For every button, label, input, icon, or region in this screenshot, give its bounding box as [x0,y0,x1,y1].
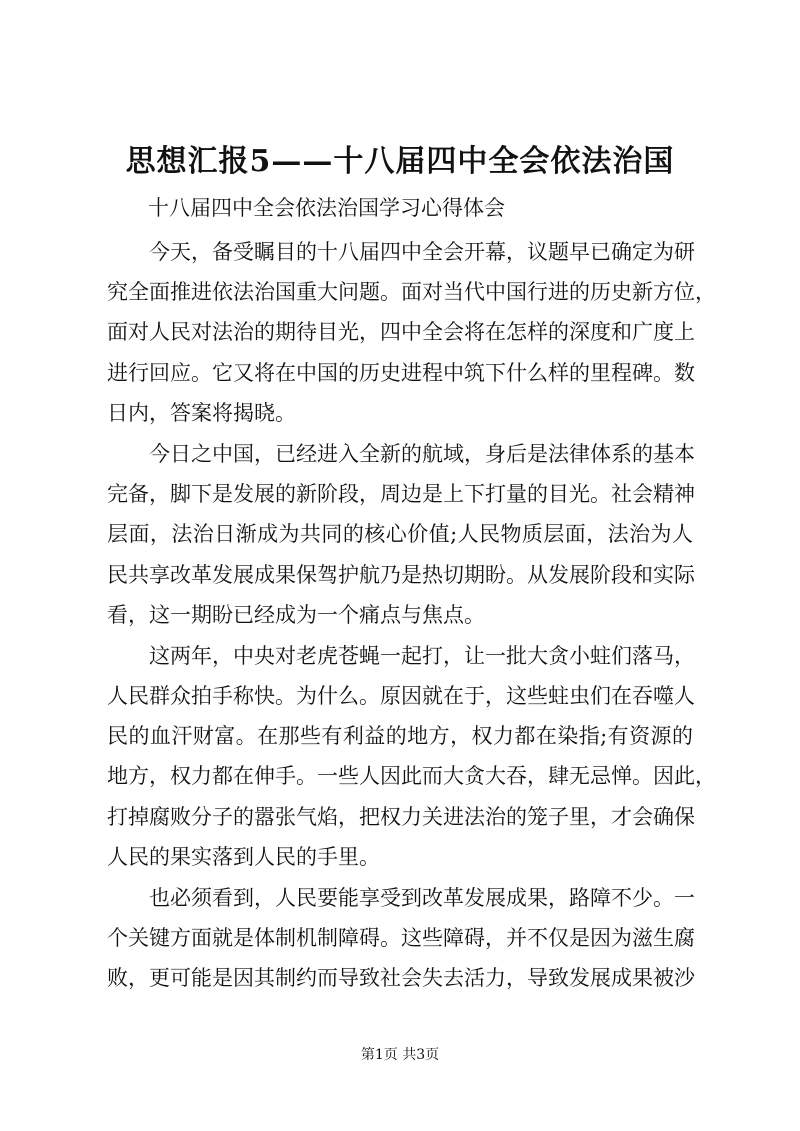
paragraph-line: 看，这一期盼已经成为一个痛点与焦点。 [107,602,485,627]
paragraph-4 [107,878,693,999]
document-body [107,232,716,1000]
document-title: 思想汇报5——十八届四中全会依法治国 [125,144,675,179]
paragraph-line: 今日之中国，已经进入全新的航域，身后是法律体系的基本 [149,441,695,466]
paragraph-line: 今天，备受瞩目的十八届四中全会开幕，议题早已确定为研 [149,240,695,264]
paragraph-line: 打掉腐败分子的嚣张气焰，把权力关进法治的笼子里，才会确保 [107,804,695,829]
paragraph-line: 人民群众拍手称快。为什么。原因就在于，这些蛀虫们在吞噬人 [107,684,695,709]
paragraph-line: 面对人民对法治的期待目光，四中全会将在怎样的深度和广度上 [107,320,695,345]
paragraph-line: 究全面推进依法治国重大问题。面对当代中国行进的历史新方位， [107,280,716,305]
paragraph-line: 民的血汗财富。在那些有利益的地方，权力都在染指;有资源的 [107,724,693,749]
paragraph-line: 地方，权力都在伸手。一些人因此而大贪大吞，肆无忌惮。因此， [107,764,716,789]
paragraph-line: 层面，法治日渐成为共同的核心价值;人民物质层面，法治为人 [107,522,693,547]
paragraph-line: 也必须看到，人民要能享受到改革发展成果，路障不少。一 [149,886,695,910]
paragraph-3 [107,636,716,877]
paragraph-line: 这两年，中央对老虎苍蝇一起打，让一批大贪小蛀们落马， [149,643,695,668]
paragraph-line: 败，更可能是因其制约而导致社会失去活力，导致发展成果被沙 [107,966,695,991]
page-number-footer: 第1页 共3页 [360,1047,440,1063]
paragraph-line: 日内，答案将揭晓。 [107,400,296,425]
paragraph-2 [107,434,693,635]
paragraph-line: 人民的果实落到人民的手里。 [107,844,380,869]
paragraph-line: 完备，脚下是发展的新阶段，周边是上下打量的目光。社会精神 [107,482,695,507]
document-subtitle: 十八届四中全会依法治国学习心得体会 [148,196,505,220]
paragraph-1 [107,232,716,433]
paragraph-line: 个关键方面就是体制机制障碍。这些障碍，并不仅是因为滋生腐 [107,926,695,951]
paragraph-line: 民共享改革发展成果保驾护航乃是热切期盼。从发展阶段和实际 [107,562,695,587]
paragraph-line: 进行回应。它又将在中国的历史进程中筑下什么样的里程碑。数 [107,360,695,385]
